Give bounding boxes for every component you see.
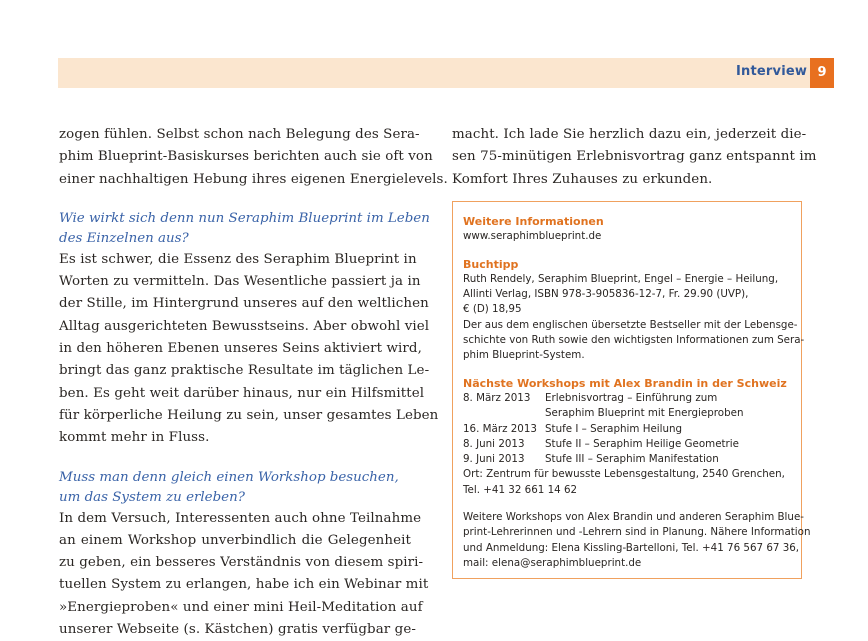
info-box <box>452 201 811 579</box>
question-line: Muss man denn gleich einen Workshop besuchen, <box>59 469 399 485</box>
workshop-row <box>463 422 791 437</box>
website-link[interactable]: www.seraphimblueprint.de <box>463 230 602 243</box>
workshop-date: 8. März 2013 <box>463 391 531 404</box>
continuation-paragraph <box>452 124 817 191</box>
book-line: schichte von Ruth sowie den wichtigsten Informationen zum Sera- <box>463 334 805 347</box>
text-line: ben. Es geht weit darüber hinaus, nur ein Hilfsmittel <box>59 385 425 401</box>
closing-line: Weitere Workshops von Alex Brandin und anderen Seraphim Blue- <box>463 511 804 524</box>
workshop-row <box>463 452 791 467</box>
text-line: tuellen System zu erlangen, habe ich ein Webinar mit <box>59 577 429 593</box>
workshop-title: Stufe III – Seraphim Manifestation <box>545 453 719 466</box>
text-line: Es ist schwer, die Essenz des Seraphim Blueprint in <box>59 251 417 267</box>
question-line: um das System zu erleben? <box>59 489 245 505</box>
location-line: Tel. +41 32 661 14 62 <box>463 483 578 496</box>
closing-line: print-Lehrerinnen und -Lehrern sind in Planung. Nähere Information <box>463 526 811 539</box>
book-line: phim Blueprint-System. <box>463 349 585 362</box>
workshop-date: 16. März 2013 <box>463 422 537 435</box>
text-line: In dem Versuch, Interessenten auch ohne Teilnahme <box>59 510 422 526</box>
text-line: zu geben, ein besseres Verständnis von diesem spiri- <box>59 555 424 571</box>
location-line: Ort: Zentrum für bewusste Lebensgestaltung, 2540 Grenchen, <box>463 468 785 481</box>
more-info-heading: Weitere Informationen <box>463 215 604 228</box>
text-line: an einem Workshop unverbindlich die Gelegenheit <box>59 532 411 548</box>
interview-question-2 <box>59 468 411 508</box>
text-line: der Stille, im Hintergrund unseres auf den weltlichen <box>59 296 429 312</box>
text-line: macht. Ich lade Sie herzlich dazu ein, jederzeit die- <box>452 127 807 142</box>
text-line: in den höheren Ebenen unseres Seins aktiviert wird, <box>59 341 422 357</box>
book-tip-block <box>463 257 805 364</box>
workshop-title: Stufe I – Seraphim Heilung <box>545 422 683 435</box>
answer-paragraph-1 <box>59 249 439 450</box>
text-line: zogen fühlen. Selbst schon nach Belegung des Sera- <box>59 127 420 142</box>
book-line: € (D) 18,95 <box>463 303 522 316</box>
text-line: unserer Webseite (s. Kästchen) gratis verfügbar ge- <box>59 622 416 638</box>
workshop-date: 8. Juni 2013 <box>463 437 525 450</box>
question-line: Wie wirkt sich denn nun Seraphim Blueprint im Leben <box>59 210 430 226</box>
text-line: kommt mehr in Fluss. <box>59 430 210 446</box>
section-label: Interview <box>736 64 808 79</box>
text-line: phim Blueprint-Basiskurses berichten auch sie oft von <box>59 149 433 165</box>
more-info-block <box>463 214 791 245</box>
interview-question-1 <box>59 209 430 249</box>
book-line: Allinti Verlag, ISBN 978-3-905836-12-7, Fr. 29.90 (UVP), <box>463 288 749 301</box>
answer-paragraph-2 <box>59 508 429 641</box>
header-band <box>58 58 810 88</box>
workshop-date: 9. Juni 2013 <box>463 453 525 466</box>
contact-email[interactable]: mail: elena@seraphimblueprint.de <box>463 556 642 569</box>
workshop-title: Stufe II – Seraphim Heilige Geometrie <box>545 437 739 450</box>
text-line: Alltag ausgerichteten Bewusstseins. Aber obwohl viel <box>59 318 430 334</box>
book-tip-heading: Buchtipp <box>463 257 519 271</box>
closing-line: und Anmeldung: Elena Kissling-Bartelloni, Tel. +41 76 567 67 36, <box>463 541 800 554</box>
workshop-row <box>463 437 791 452</box>
right-column <box>452 124 817 191</box>
book-line: Der aus dem englischen übersetzte Bestseller mit der Lebensge- <box>463 318 798 331</box>
book-line: Ruth Rendely, Seraphim Blueprint, Engel – Energie – Heilung, <box>463 272 779 285</box>
text-line: »Energieproben« und einer mini Heil-Meditation auf <box>59 599 423 615</box>
intro-paragraph <box>59 124 448 191</box>
text-line: für körperliche Heilung zu sein, unser gesamtes Leben <box>59 407 439 423</box>
workshops-block <box>463 376 791 498</box>
left-column <box>59 124 448 641</box>
workshop-row <box>463 391 791 406</box>
text-line: bringt das ganz praktische Resultate im täglichen Le- <box>59 363 430 379</box>
closing-block <box>463 510 811 571</box>
text-line: einer nachhaltigen Hebung ihres eigenen Energielevels. <box>59 171 448 187</box>
text-line: sen 75-minütigen Erlebnisvortrag ganz entspannt im <box>452 149 817 165</box>
question-line: des Einzelnen aus? <box>59 230 189 246</box>
workshop-title-continued: Seraphim Blueprint mit Energieproben <box>545 407 744 420</box>
workshops-heading: Nächste Workshops mit Alex Brandin in der Schweiz <box>463 376 787 390</box>
workshop-title: Erlebnisvortrag – Einführung zum <box>545 391 718 404</box>
page-number-badge: 9 <box>810 58 834 88</box>
text-line: Komfort Ihres Zuhauses zu erkunden. <box>452 171 713 187</box>
text-line: Worten zu vermitteln. Das Wesentliche passiert ja in <box>59 274 421 290</box>
